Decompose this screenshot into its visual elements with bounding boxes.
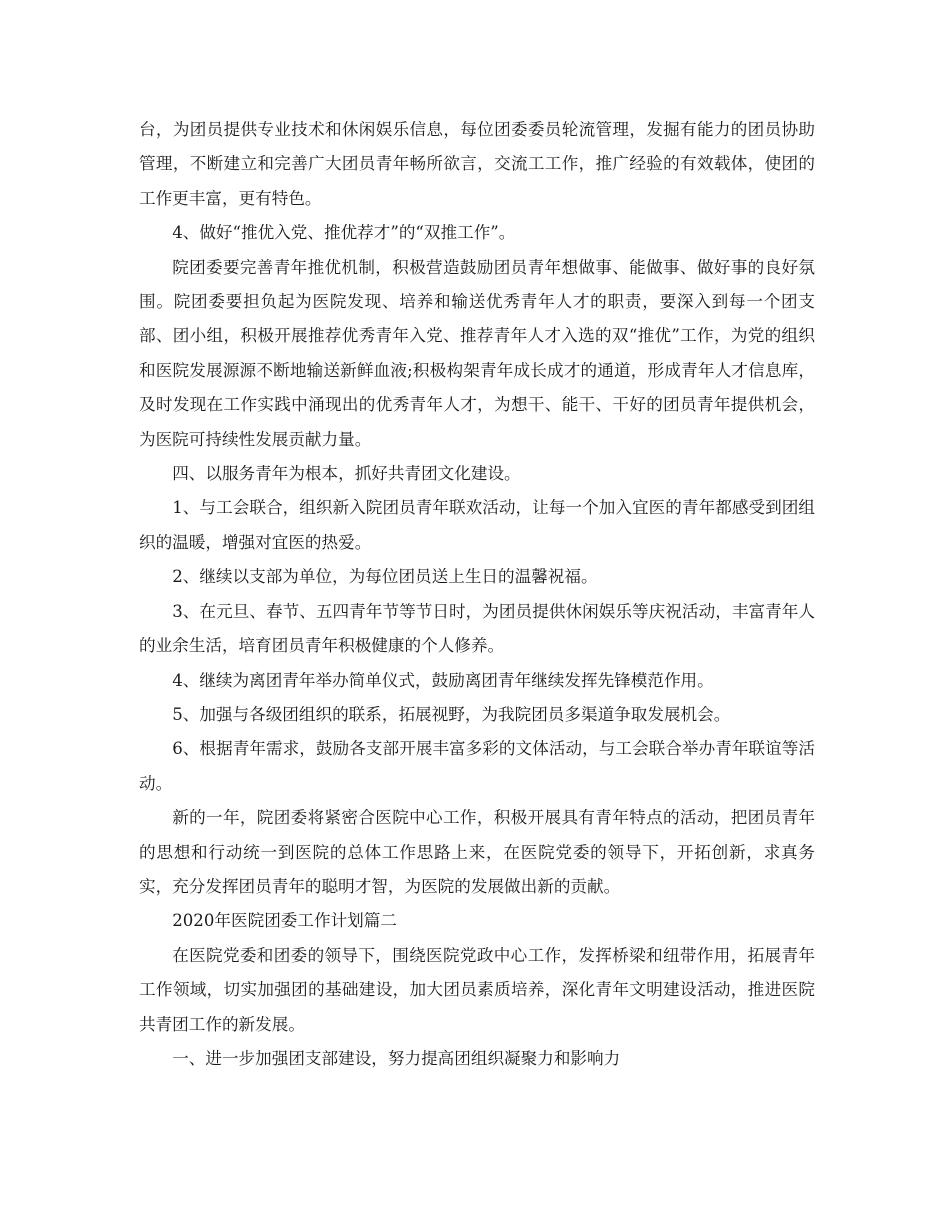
paragraph-body: 院团委要完善青年推优机制，积极营造鼓励团员青年想做事、能做事、做好事的良好氛围。院团委要担负起为医院发现、培养和输送优秀青年人才的职责，要深入到每一个团支部、团小组，积极开展推荐优秀青年入党、推荐青年人才入选的双“推优”工作，为党的组织和医院发展源源不断地输送新鲜血液;积极构架青年成长成才的通道，形成青年人才信息库，及时发现在工作实践中涌现出的优秀青年人才，为想干、能干、干好的团员青年提供机会，为医院可持续性发展贡献力量。 <box>139 257 815 449</box>
paragraph-item: 4、继续为离团青年举办简单仪式，鼓励离团青年继续发挥先锋模范作用。 <box>172 670 714 690</box>
section-heading: 四、以服务青年为根本，抓好共青团文化建设。 <box>172 464 521 484</box>
paragraph-body: 新的一年，院团委将紧密合医院中心工作，积极开展具有青年特点的活动，把团员青年的思想和行动统一到医院的总体工作思路上来，在医院党委的领导下，开拓创新，求真务实，充分发挥团员青年的聪明才智，为医院的发展做出新的贡献。 <box>139 808 815 896</box>
document-page <box>139 113 815 1076</box>
paragraph-continuation: 台，为团员提供专业技术和休闲娱乐信息，每位团委委员轮流管理，发掘有能力的团员协助管理，不断建立和完善广大团员青年畅所欲言，交流工工作，推广经验的有效载体，使团的工作更丰富，更有特色。 <box>139 120 815 208</box>
paragraph-body: 在医院党委和团委的领导下，围绕医院党政中心工作，发挥桥梁和纽带作用，拓展青年工作领域，切实加强团的基础建设，加大团员素质培养，深化青年文明建设活动，推进医院共青团工作的新发展。 <box>139 945 815 1034</box>
paragraph-item: 1、与工会联合，组织新入院团员青年联欢活动，让每一个加入宜医的青年都感受到团组织的温暖，增强对宜医的热爱。 <box>139 498 815 552</box>
paragraph-item: 5、加强与各级团组织的联系，拓展视野，为我院团员多渠道争取发展机会。 <box>172 704 731 724</box>
paragraph-item: 3、在元旦、春节、五四青年节等节日时，为团员提供休闲娱乐等庆祝活动，丰富青年人的业余生活，培育团员青年积极健康的个人修养。 <box>139 601 815 656</box>
paragraph-item-heading: 4、做好“推优入党、推优荐才”的“双推工作”。 <box>172 223 516 243</box>
section-heading: 一、进一步加强团支部建设，努力提高团组织凝聚力和影响力 <box>172 1048 621 1068</box>
paragraph-item: 2、继续以支部为单位，为每位团员送上生日的温馨祝福。 <box>172 567 598 587</box>
paragraph-item: 6、根据青年需求，鼓励各支部开展丰富多彩的文体活动，与工会联合举办青年联谊等活动。 <box>139 739 815 793</box>
document-subtitle: 2020年医院团委工作计划篇二 <box>172 911 397 931</box>
